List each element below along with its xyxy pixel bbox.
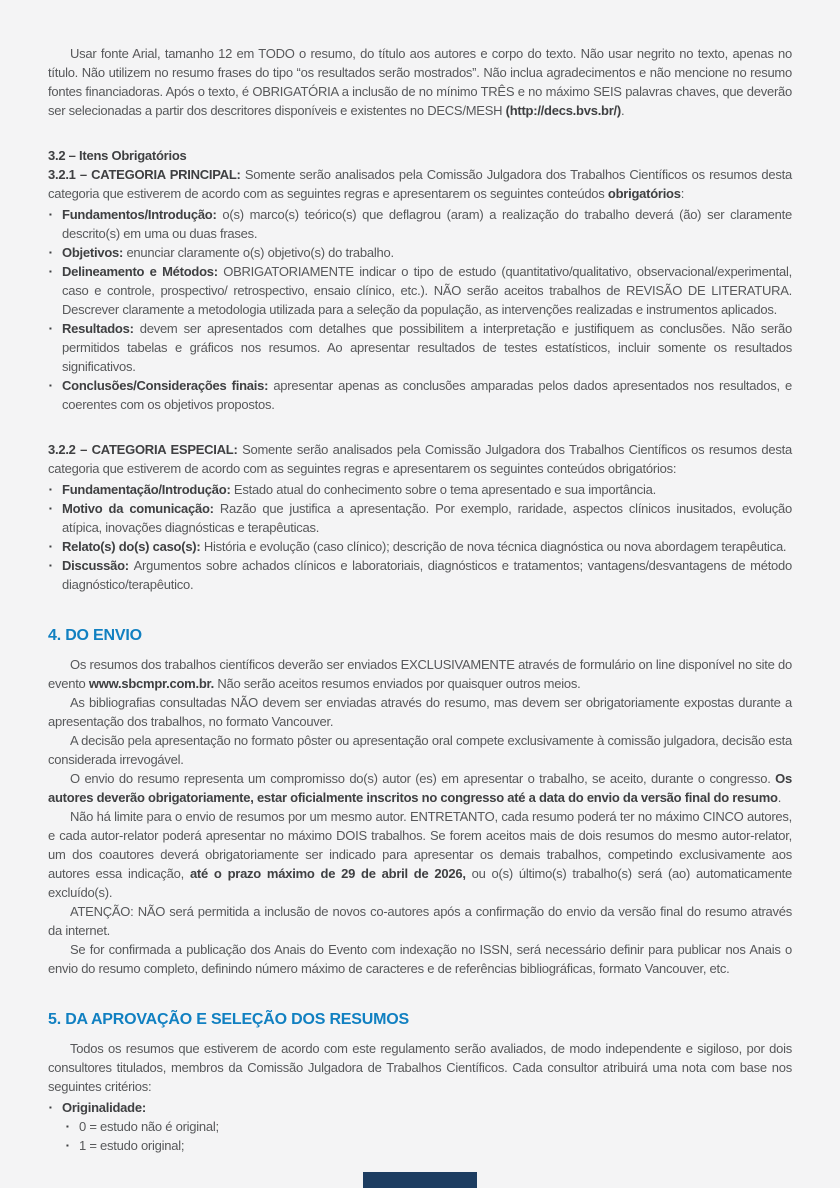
bullet-marker-icon: ▪ — [66, 1122, 69, 1131]
spacer — [48, 120, 792, 146]
paragraph: A decisão pela apresentação no formato pôster ou apresentação oral compete exclusivamente à comissão julgadora, decisão esta considerada irrevogável. — [48, 733, 792, 767]
bullet-item: ▪ Relato(s) do(s) caso(s): História e evolução (caso clínico); descrição de nova técnica diagnóstica ou nova abordagem terapêutica. — [49, 539, 787, 554]
paragraph: Não há limite para o envio de resumos por um mesmo autor. ENTRETANTO, cada resumo poderá ter no máximo CINCO autores, e cada autor-relator poderá apresentar no máximo DOIS trabalhos. Se forem aceitos mais de dois resumos do mesmo autor-relator, um dos coautores deverá obrigatoriamente ser indicado para apresentar os demais trabalhos, competindo exclusivamente aos autores essa indicação, até o prazo máximo de 29 de abril de 2026, ou o(s) último(s) trabalho(s) será (ao) automaticamente excluído(s). — [48, 809, 793, 900]
footer-bar — [363, 1172, 477, 1188]
bullet-marker-icon: ▪ — [66, 1141, 69, 1150]
bullet-marker-icon: ▪ — [49, 561, 52, 570]
paragraph: Se for confirmada a publicação dos Anais do Evento com indexação no ISSN, será necessário definir para publicar nos Anais o envio do resumo completo, definindo número máximo de caracteres e de referências bibliográficas, formato Vancouver, etc. — [48, 942, 792, 976]
sub-bullet-item: ▪ 0 = estudo não é original; — [66, 1119, 219, 1134]
sub-bullet-item: ▪ 1 = estudo original; — [66, 1138, 185, 1153]
paragraph: As bibliografias consultadas NÃO devem ser enviadas através do resumo, mas devem ser obrigatoriamente expostas durante a apresentação dos trabalhos, no formato Vancouver. — [48, 695, 792, 729]
section-heading: 4. DO ENVIO — [48, 627, 142, 644]
section-heading: 5. DA APROVAÇÃO E SELEÇÃO DOS RESUMOS — [48, 1011, 409, 1028]
document-body — [48, 44, 792, 1155]
bullet-marker-icon: ▪ — [49, 485, 52, 494]
paragraph: ATENÇÃO: NÃO será permitida a inclusão de novos co-autores após a confirmação do envio da versão final do resumo através da internet. — [48, 904, 792, 938]
bullet-item: ▪ Fundamentação/Introdução: Estado atual do conhecimento sobre o tema apresentado e sua importância. — [49, 482, 657, 497]
bullet-item: ▪ Fundamentos/Introdução: o(s) marco(s) teórico(s) que deflagrou (aram) a realização do trabalho deverá (ão) ser claramente descrito(s) em uma ou duas frases. — [49, 207, 792, 241]
bullet-item: ▪ Originalidade: — [49, 1100, 146, 1115]
bullet-marker-icon: ▪ — [49, 267, 52, 276]
paragraph: Todos os resumos que estiverem de acordo com este regulamento serão avaliados, de modo independente e sigiloso, por dois consultores titulados, membros da Comissão Julgadora de Trabalhos Científicos. Cada consultor atribuirá uma nota com base nos seguintes critérios: — [48, 1041, 792, 1094]
spacer — [48, 414, 792, 440]
bullet-marker-icon: ▪ — [49, 504, 52, 513]
bullet-marker-icon: ▪ — [49, 1103, 52, 1112]
paragraph: Usar fonte Arial, tamanho 12 em TODO o resumo, do título aos autores e corpo do texto. Não usar negrito no texto, apenas no título. Não utilizem no resumo frases do tipo “os resultados serão mostrados”. Não inclua agradecimentos e não mencione no resumo fontes financiadoras. Após o texto, é OBRIGATÓRIA a inclusão de no mínimo TRÊS e no máximo SEIS palavras chaves, que deverão ser selecionadas a partir dos descritores disponíveis e existentes no DECS/MESH (http://decs.bvs.br/). — [48, 46, 792, 118]
sub-heading: 3.2 – Itens Obrigatórios — [48, 148, 187, 163]
bullet-item: ▪ Objetivos: enunciar claramente o(s) objetivo(s) do trabalho. — [49, 245, 394, 260]
paragraph: Os resumos dos trabalhos científicos deverão ser enviados EXCLUSIVAMENTE através de formulário on line disponível no site do evento www.sbcmpr.com.br. Não serão aceitos resumos enviados por quaisquer outros meios. — [48, 657, 792, 691]
paragraph: O envio do resumo representa um compromisso do(s) autor (es) em apresentar o trabalho, se aceito, durante o congresso. Os autores deverão obrigatoriamente, estar oficialmente inscritos no congresso até a data do envio da versão final do resumo. — [48, 771, 792, 805]
bullet-item: ▪ Discussão: Argumentos sobre achados clínicos e laboratoriais, diagnósticos e tratamentos; vantagens/desvantagens de método diagnóstico/terapêutico. — [49, 558, 792, 592]
bullet-marker-icon: ▪ — [49, 210, 52, 219]
bullet-item: ▪ Motivo da comunicação: Razão que justifica a apresentação. Por exemplo, raridade, aspectos clínicos inusitados, evolução atípica, inovações diagnósticas e terapêuticas. — [49, 501, 792, 535]
paragraph: 3.2.1 – CATEGORIA PRINCIPAL: Somente serão analisados pela Comissão Julgadora dos Trabalhos Científicos os resumos desta categoria que estiverem de acordo com as seguintes regras e apresentarem os seguintes conteúdos obrigatórios: — [48, 167, 792, 201]
bullet-marker-icon: ▪ — [49, 248, 52, 257]
paragraph: 3.2.2 – CATEGORIA ESPECIAL: Somente serão analisados pela Comissão Julgadora dos Trabalhos Científicos os resumos desta categoria que estiverem de acordo com as seguintes regras e apresentarem os seguintes conteúdos obrigatórios: — [48, 442, 792, 476]
bullet-marker-icon: ▪ — [49, 381, 52, 390]
bullet-item: ▪ Delineamento e Métodos: OBRIGATORIAMENTE indicar o tipo de estudo (quantitativo/qualitativo, observacional/experimental, caso e controle, prospectivo/ retrospectivo, ensaio clínico, etc.). NÃO serão aceitos trabalhos de REVISÃO DE LITERATURA. Descrever claramente a metodologia utilizada para a seleção da população, as intervenções realizadas e instrumentos aplicados. — [49, 264, 792, 317]
bullet-marker-icon: ▪ — [49, 324, 52, 333]
bullet-item: ▪ Resultados: devem ser apresentados com detalhes que possibilitem a interpretação e justifiquem as conclusões. Não serão permitidos tabelas e gráficos nos resumos. Ao apresentar resultados de testes estatísticos, incluir somente os resultados significativos. — [49, 321, 792, 374]
bullet-marker-icon: ▪ — [49, 542, 52, 551]
bullet-item: ▪ Conclusões/Considerações finais: apresentar apenas as conclusões amparadas pelos dados apresentados nos resultados, e coerentes com os objetivos propostos. — [49, 378, 792, 412]
